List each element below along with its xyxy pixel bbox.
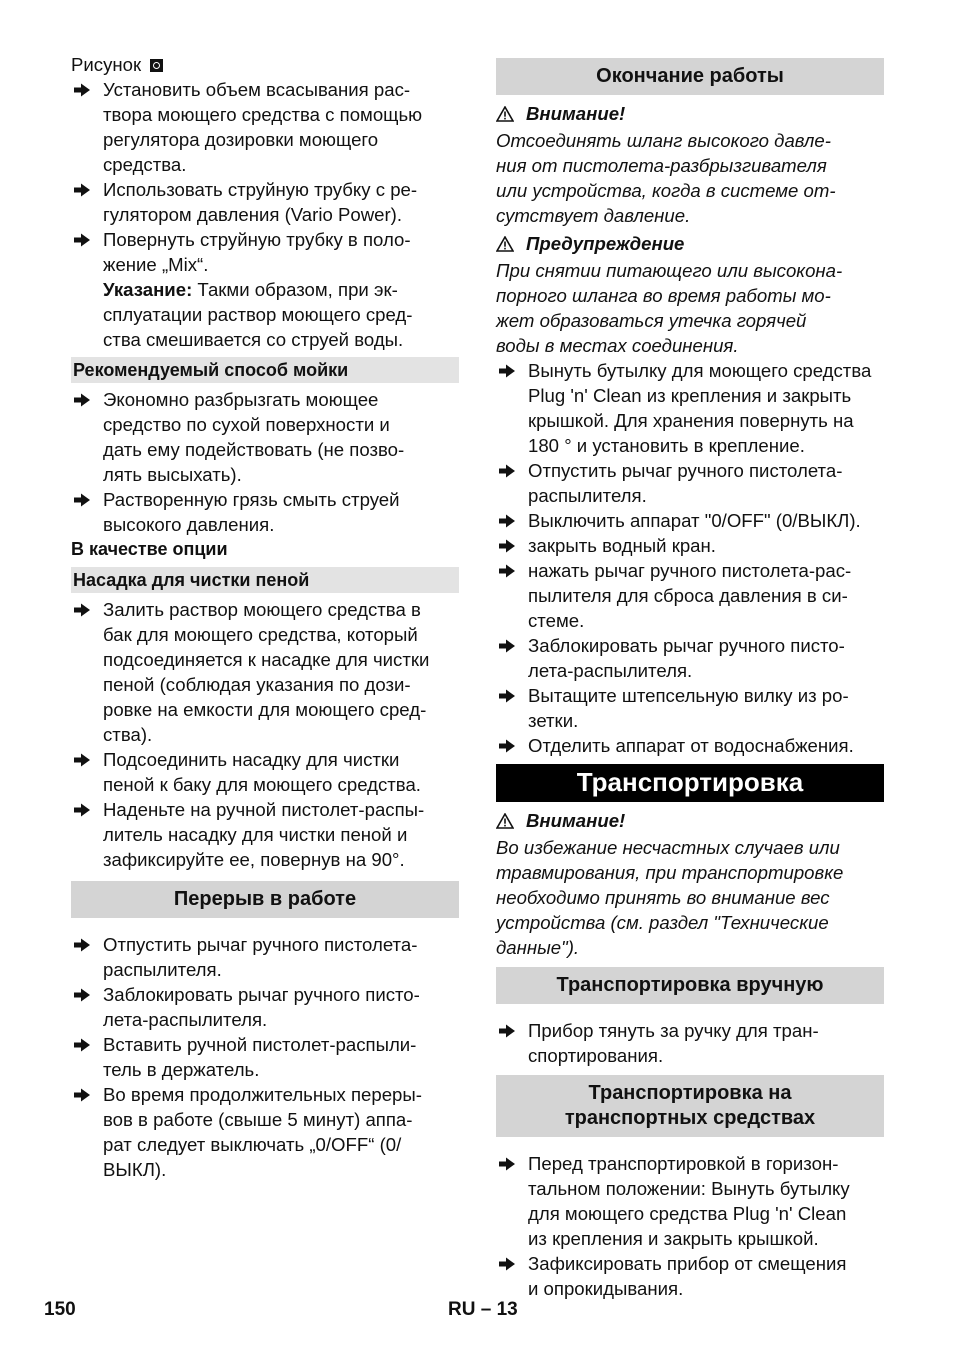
list-item	[71, 597, 459, 747]
list-item	[496, 508, 884, 533]
list-item-line: Отпустить рычаг ручного пистолета-	[103, 934, 418, 955]
list-item	[496, 633, 884, 683]
figure-reference-icon	[150, 59, 163, 72]
list-item-line: бак для моющего средства, который	[103, 624, 418, 645]
note-line: сплуатации раствор моющего сред-	[103, 304, 413, 325]
left-column	[71, 52, 459, 1182]
list-item	[71, 227, 459, 277]
list-item-line: лета-распылителя.	[528, 660, 693, 681]
attention-line: или устройства, когда в системе от-	[496, 180, 836, 201]
attention-line: устройства (см. раздел "Технические	[496, 912, 829, 933]
arrow-right-icon	[498, 1151, 520, 1176]
list-item	[71, 982, 459, 1032]
list-item-line: Зафиксировать прибор от смещения	[528, 1253, 847, 1274]
list-item-line: распылителя.	[528, 485, 647, 506]
list-item-line: жение „Mix“.	[103, 254, 209, 275]
arrow-right-icon	[73, 747, 95, 772]
list-end-of-work	[496, 358, 884, 758]
list-item-line: Отделить аппарат от водоснабжения.	[528, 735, 854, 756]
list-item-line: Выключить аппарат "0/OFF" (0/ВЫКЛ).	[528, 510, 861, 531]
list-item	[71, 387, 459, 487]
section-work-break: Перерыв в работе	[71, 881, 459, 918]
arrow-right-icon	[73, 177, 95, 202]
attention-line: травмирования, при транспортировке	[496, 862, 844, 883]
list-item-line: из крепления и закрыть крышкой.	[528, 1228, 819, 1249]
note-paragraph	[71, 277, 459, 352]
list-item-line: Перед транспортировкой в горизон-	[528, 1153, 839, 1174]
warning-heading	[496, 231, 884, 258]
list-item	[496, 733, 884, 758]
list-item	[496, 358, 884, 458]
list-item-line: Вставить ручной пистолет-распыли-	[103, 1034, 417, 1055]
section-transport: Транспортировка	[496, 764, 884, 802]
arrow-right-icon	[498, 1251, 520, 1276]
list-item	[496, 558, 884, 633]
note-label: Указание:	[103, 279, 193, 300]
section-end-of-work: Окончание работы	[496, 58, 884, 95]
list-item-line: ства).	[103, 724, 153, 745]
list-item-line: лета-распылителя.	[103, 1009, 268, 1030]
list-item-line: рат следует выключать „0/OFF“ (0/	[103, 1134, 402, 1155]
list-item	[71, 932, 459, 982]
list-item	[496, 1151, 884, 1251]
list-item-line: Вытащите штепсельную вилку из ро-	[528, 685, 849, 706]
list-item-line: средства.	[103, 154, 187, 175]
list-item-line: стеме.	[528, 610, 585, 631]
list-item	[71, 1082, 459, 1182]
list-item-line: 180 ° и установить в крепление.	[528, 435, 805, 456]
list-item-line: твора моющего средства с помощью	[103, 104, 423, 125]
list-item-line: крышкой. Для хранения повернуть на	[528, 410, 854, 431]
attention-label: Внимание!	[526, 810, 626, 831]
note-line	[103, 277, 459, 302]
list-work-break	[71, 932, 459, 1182]
list-item	[71, 77, 459, 177]
list-item-line: Растворенную грязь смыть струей	[103, 489, 400, 510]
list-item-line: пеной (соблюдая указания по дози-	[103, 674, 411, 695]
list-item-line: тель в держатель.	[103, 1059, 260, 1080]
arrow-right-icon	[498, 458, 520, 483]
list-item-line: Подсоединить насадку для чистки	[103, 749, 400, 770]
arrow-right-icon	[73, 387, 95, 412]
arrow-right-icon	[498, 558, 520, 583]
list-item-line: вов в работе (свыше 5 минут) аппа-	[103, 1109, 413, 1130]
attention-transport-text	[496, 835, 884, 960]
arrow-right-icon	[498, 533, 520, 558]
list-item-line: зетки.	[528, 710, 579, 731]
list-item	[496, 458, 884, 508]
section-vehicle-transport	[496, 1075, 884, 1137]
list-item-line: Plug 'n' Clean из крепления и закрыть	[528, 385, 852, 406]
list-manual-transport	[496, 1018, 884, 1068]
list-item	[71, 747, 459, 797]
heading-optional: В качестве опции	[71, 539, 228, 559]
figure-reference	[71, 52, 459, 77]
list-item-line: и опрокидывания.	[528, 1278, 684, 1299]
right-column	[496, 58, 884, 1301]
list-item-line: литель насадку для чистки пеной и	[103, 824, 408, 845]
list-item-line: Установить объем всасывания рас-	[103, 79, 411, 100]
arrow-right-icon	[73, 932, 95, 957]
list-item	[496, 1251, 884, 1301]
arrow-right-icon	[498, 358, 520, 383]
arrow-right-icon	[498, 633, 520, 658]
arrow-right-icon	[73, 1082, 95, 1107]
attention-line: необходимо принять во внимание вес	[496, 887, 830, 908]
list-item-line: регулятора дозировки моющего	[103, 129, 379, 150]
list-item-line: спортирования.	[528, 1045, 664, 1066]
list-item-line: дать ему подействовать (не позво-	[103, 439, 405, 460]
list-item-line: пеной к баку для моющего средства.	[103, 774, 421, 795]
list-item-line: ВЫКЛ).	[103, 1159, 167, 1180]
list-item-line: Повернуть струйную трубку в поло-	[103, 229, 411, 250]
list-item-line: средство по сухой поверхности и	[103, 414, 390, 435]
list-item-line: Использовать струйную трубку с ре-	[103, 179, 418, 200]
warning-text	[496, 258, 884, 358]
page-reference: RU – 13	[448, 1299, 518, 1320]
attention-label: Внимание!	[526, 103, 626, 124]
section-foam-nozzle: Насадка для чистки пеной	[71, 567, 459, 593]
attention-heading	[496, 808, 884, 835]
list-vehicle-transport	[496, 1151, 884, 1301]
list-item-line: гулятором давления (Vario Power).	[103, 204, 403, 225]
arrow-right-icon	[498, 683, 520, 708]
list-item-line: Наденьте на ручной пистолет-распы-	[103, 799, 425, 820]
list-item-line: Во время продолжительных переры-	[103, 1084, 422, 1105]
list-item-line: ровке на емкости для моющего сред-	[103, 699, 427, 720]
warning-triangle-icon	[496, 103, 516, 128]
section-manual-transport: Транспортировка вручную	[496, 967, 884, 1004]
list-item	[71, 1032, 459, 1082]
list-item-line: Прибор тянуть за ручку для тран-	[528, 1020, 819, 1041]
list-item-line: пылителя для сброса давления в си-	[528, 585, 848, 606]
list-item-line: распылителя.	[103, 959, 222, 980]
warning-line: порного шланга во время работы мо-	[496, 285, 831, 306]
list-item-line: зафиксируйте ее, повернув на 90°.	[103, 849, 405, 870]
list-item-line: для моющего средства Plug 'n' Clean	[528, 1203, 847, 1224]
attention-line: сутствует давление.	[496, 205, 691, 226]
arrow-right-icon	[73, 797, 95, 822]
list-item-line: подсоединяется к насадке для чистки	[103, 649, 430, 670]
list-item	[71, 177, 459, 227]
page-number: 150	[44, 1299, 76, 1320]
list-item	[496, 1018, 884, 1068]
list-item-line: закрыть водный кран.	[528, 535, 716, 556]
arrow-right-icon	[73, 1032, 95, 1057]
warning-line: жет образоваться утечка горячей	[496, 310, 807, 331]
list-item-line: высокого давления.	[103, 514, 275, 535]
attention-text	[496, 128, 884, 228]
note-text: Такми образом, при эк-	[192, 279, 398, 300]
list-item-line: Залить раствор моющего средства в	[103, 599, 421, 620]
arrow-right-icon	[498, 1018, 520, 1043]
arrow-right-icon	[73, 597, 95, 622]
figure-label: Рисунок	[71, 54, 142, 75]
attention-line: Во избежание несчастных случаев или	[496, 837, 840, 858]
list-item-line: Отпустить рычаг ручного пистолета-	[528, 460, 843, 481]
section-recommended-washing: Рекомендуемый способ мойки	[71, 357, 459, 383]
arrow-right-icon	[73, 982, 95, 1007]
list-item-line: тальном положении: Вынуть бутылку	[528, 1178, 850, 1199]
attention-heading	[496, 101, 884, 128]
warning-label: Предупреждение	[526, 233, 685, 254]
section-vehicle-line: транспортных средствах	[564, 1107, 816, 1129]
attention-line: ния от пистолета-разбрызгивателя	[496, 155, 827, 176]
note-line: ства смешивается со струей воды.	[103, 329, 404, 350]
list-adjust-detergent	[71, 77, 459, 277]
list-item	[496, 683, 884, 733]
warning-triangle-icon	[496, 810, 516, 835]
list-item	[71, 487, 459, 537]
arrow-right-icon	[498, 733, 520, 758]
list-item	[496, 533, 884, 558]
section-vehicle-line: Транспортировка на	[588, 1082, 792, 1104]
warning-triangle-icon	[496, 233, 516, 258]
list-item-line: Экономно разбрызгать моющее	[103, 389, 379, 410]
list-item-line: лять высыхать).	[103, 464, 242, 485]
warning-line: При снятии питающего или высокона-	[496, 260, 843, 281]
list-recommended-washing	[71, 387, 459, 537]
list-item-line: Заблокировать рычаг ручного писто-	[103, 984, 420, 1005]
list-foam-nozzle	[71, 597, 459, 872]
list-item-line: нажать рычаг ручного пистолета-рас-	[528, 560, 852, 581]
list-item-line: Заблокировать рычаг ручного писто-	[528, 635, 845, 656]
arrow-right-icon	[73, 227, 95, 252]
list-item-line: Вынуть бутылку для моющего средства	[528, 360, 872, 381]
arrow-right-icon	[498, 508, 520, 533]
arrow-right-icon	[73, 487, 95, 512]
attention-line: Отсоединять шланг высокого давле-	[496, 130, 831, 151]
list-item	[71, 797, 459, 872]
arrow-right-icon	[73, 77, 95, 102]
warning-line: воды в местах соединения.	[496, 335, 739, 356]
attention-line: данные").	[496, 937, 580, 958]
